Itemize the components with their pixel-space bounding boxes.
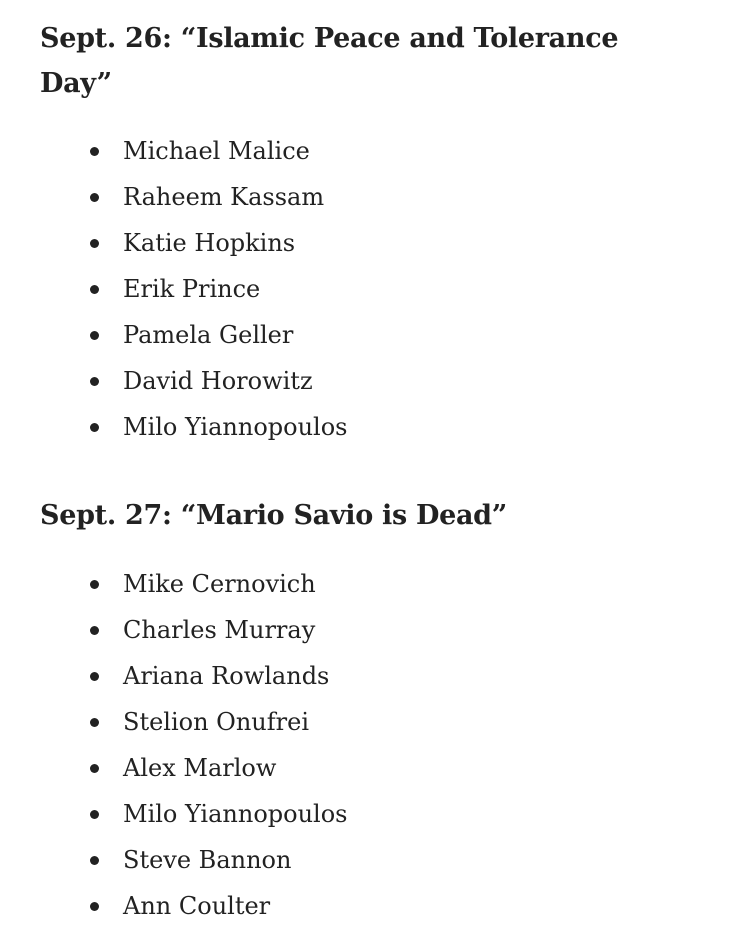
list-item (0, 699, 749, 745)
speaker-name: Raheem Kassam (123, 183, 325, 211)
list-item (0, 128, 749, 174)
speaker-name: Milo Yiannopoulos (123, 413, 348, 441)
section-heading-sept-27: Sept. 27: “Mario Savio is Dead” (40, 500, 507, 531)
bullet-icon (90, 856, 99, 865)
speaker-name: Katie Hopkins (123, 229, 296, 257)
list-item (0, 312, 749, 358)
speaker-name: Michael Malice (123, 137, 310, 165)
list-item (0, 561, 749, 607)
list-item (0, 607, 749, 653)
speaker-name: David Horowitz (123, 367, 313, 395)
bullet-icon (90, 423, 99, 432)
list-item (0, 653, 749, 699)
list-item (0, 220, 749, 266)
speaker-name: Ann Coulter (123, 892, 271, 920)
bullet-icon (90, 147, 99, 156)
speaker-name: Charles Murray (123, 616, 316, 644)
list-item (0, 174, 749, 220)
speaker-list-sept-26 (0, 128, 749, 450)
bullet-icon (90, 810, 99, 819)
bullet-icon (90, 902, 99, 911)
bullet-icon (90, 764, 99, 773)
speaker-list-sept-27 (0, 561, 749, 929)
speaker-name: Milo Yiannopoulos (123, 800, 348, 828)
list-item (0, 266, 749, 312)
bullet-icon (90, 239, 99, 248)
speaker-name: Steve Bannon (123, 846, 292, 874)
list-item (0, 745, 749, 791)
section-heading-sept-26: Sept. 26: “Islamic Peace and Tolerance Day” (40, 23, 619, 99)
speaker-name: Erik Prince (123, 275, 261, 303)
speaker-name: Mike Cernovich (123, 570, 316, 598)
bullet-icon (90, 580, 99, 589)
list-item (0, 404, 749, 450)
list-item (0, 883, 749, 929)
bullet-icon (90, 285, 99, 294)
speaker-name: Alex Marlow (123, 754, 277, 782)
bullet-icon (90, 193, 99, 202)
bullet-icon (90, 331, 99, 340)
speaker-name: Pamela Geller (123, 321, 294, 349)
speaker-name: Ariana Rowlands (123, 662, 330, 690)
list-item (0, 358, 749, 404)
bullet-icon (90, 626, 99, 635)
bullet-icon (90, 377, 99, 386)
bullet-icon (90, 718, 99, 727)
list-item (0, 791, 749, 837)
list-item (0, 837, 749, 883)
speaker-name: Stelion Onufrei (123, 708, 309, 736)
bullet-icon (90, 672, 99, 681)
